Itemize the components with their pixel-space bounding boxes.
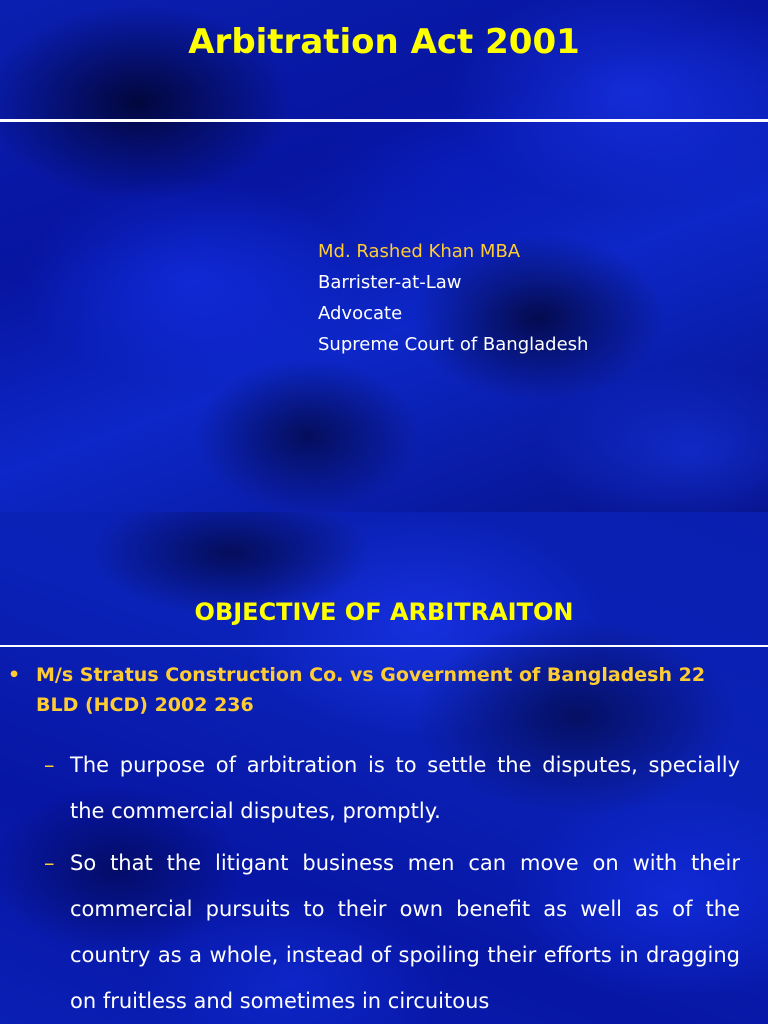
dash-icon: – — [44, 753, 55, 777]
case-bullet — [8, 660, 748, 720]
author-court: Supreme Court of Bangladesh — [318, 334, 589, 355]
sub-point — [44, 840, 740, 1024]
sub-point-text: So that the litigant business men can move on with their commercial pursuits to their own benefit as well as of the country as a whole, instead of spoiling their efforts in dragging on fruitless and sometimes in circuitous — [70, 851, 740, 1013]
sub-point — [44, 742, 740, 834]
slide-heading: OBJECTIVE OF ARBITRAITON — [194, 598, 574, 626]
author-block — [318, 236, 588, 360]
heading-divider — [0, 645, 768, 647]
author-name: Md. Rashed Khan MBA — [318, 241, 521, 262]
presentation-title: Arbitration Act 2001 — [188, 22, 580, 62]
dash-icon: – — [44, 851, 55, 875]
author-profession: Advocate — [318, 303, 403, 324]
author-title: Barrister-at-Law — [318, 272, 462, 293]
title-divider — [0, 119, 768, 122]
case-citation: M/s Stratus Construction Co. vs Government of Bangladesh 22 BLD (HCD) 2002 236 — [36, 664, 706, 716]
sub-point-text: The purpose of arbitration is to settle the disputes, specially the commercial disputes, promptly. — [70, 753, 740, 823]
bullet-icon: • — [8, 664, 21, 686]
slide-objective — [0, 512, 768, 1024]
